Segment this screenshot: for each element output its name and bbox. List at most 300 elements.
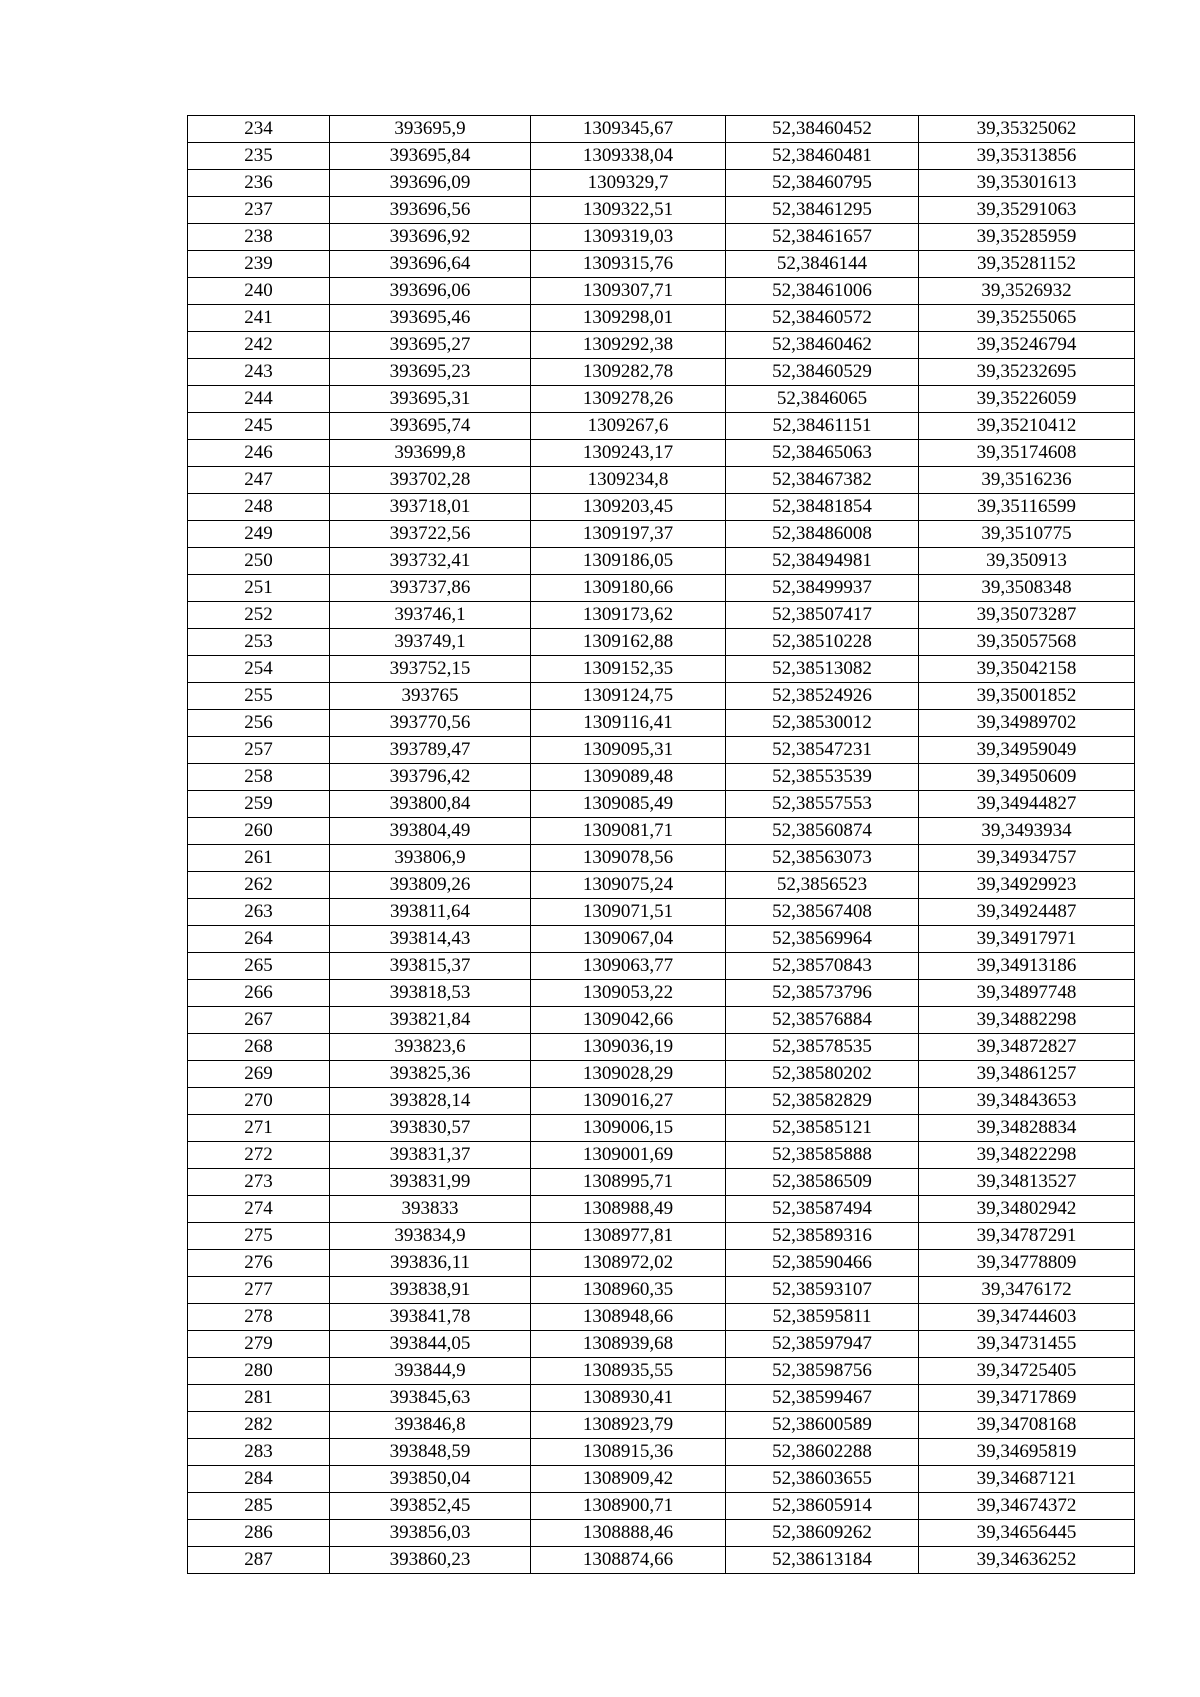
table-row — [188, 521, 1135, 548]
table-row — [188, 359, 1135, 386]
table-row — [188, 548, 1135, 575]
latitude-cell: 52,38580202 — [726, 1061, 919, 1088]
point-number-cell: 244 — [188, 386, 330, 413]
x-coordinate-cell: 393695,23 — [330, 359, 531, 386]
y-coordinate-cell: 1309016,27 — [531, 1088, 726, 1115]
y-coordinate-cell: 1308977,81 — [531, 1223, 726, 1250]
longitude-cell: 39,3516236 — [919, 467, 1135, 494]
table-row — [188, 1061, 1135, 1088]
x-coordinate-cell: 393695,74 — [330, 413, 531, 440]
longitude-cell: 39,35246794 — [919, 332, 1135, 359]
longitude-cell: 39,35301613 — [919, 170, 1135, 197]
longitude-cell: 39,35042158 — [919, 656, 1135, 683]
longitude-cell: 39,34929923 — [919, 872, 1135, 899]
point-number-cell: 284 — [188, 1466, 330, 1493]
x-coordinate-cell: 393695,31 — [330, 386, 531, 413]
latitude-cell: 52,38600589 — [726, 1412, 919, 1439]
table-row — [188, 575, 1135, 602]
y-coordinate-cell: 1308909,42 — [531, 1466, 726, 1493]
longitude-cell: 39,35281152 — [919, 251, 1135, 278]
point-number-cell: 271 — [188, 1115, 330, 1142]
latitude-cell: 52,38507417 — [726, 602, 919, 629]
y-coordinate-cell: 1309180,66 — [531, 575, 726, 602]
table-row — [188, 1547, 1135, 1574]
y-coordinate-cell: 1309001,69 — [531, 1142, 726, 1169]
y-coordinate-cell: 1308948,66 — [531, 1304, 726, 1331]
x-coordinate-cell: 393856,03 — [330, 1520, 531, 1547]
longitude-cell: 39,34822298 — [919, 1142, 1135, 1169]
table-row — [188, 332, 1135, 359]
table-row — [188, 1412, 1135, 1439]
y-coordinate-cell: 1309173,62 — [531, 602, 726, 629]
longitude-cell: 39,35210412 — [919, 413, 1135, 440]
point-number-cell: 257 — [188, 737, 330, 764]
longitude-cell: 39,34959049 — [919, 737, 1135, 764]
latitude-cell: 52,38460481 — [726, 143, 919, 170]
latitude-cell: 52,38460452 — [726, 116, 919, 143]
latitude-cell: 52,38609262 — [726, 1520, 919, 1547]
latitude-cell: 52,38510228 — [726, 629, 919, 656]
latitude-cell: 52,38599467 — [726, 1385, 919, 1412]
point-number-cell: 277 — [188, 1277, 330, 1304]
latitude-cell: 52,38461295 — [726, 197, 919, 224]
latitude-cell: 52,3846065 — [726, 386, 919, 413]
y-coordinate-cell: 1308988,49 — [531, 1196, 726, 1223]
longitude-cell: 39,34656445 — [919, 1520, 1135, 1547]
latitude-cell: 52,38585888 — [726, 1142, 919, 1169]
table-row — [188, 1439, 1135, 1466]
y-coordinate-cell: 1309338,04 — [531, 143, 726, 170]
latitude-cell: 52,38578535 — [726, 1034, 919, 1061]
point-number-cell: 255 — [188, 683, 330, 710]
point-number-cell: 276 — [188, 1250, 330, 1277]
point-number-cell: 240 — [188, 278, 330, 305]
longitude-cell: 39,35313856 — [919, 143, 1135, 170]
latitude-cell: 52,38589316 — [726, 1223, 919, 1250]
table-row — [188, 386, 1135, 413]
x-coordinate-cell: 393818,53 — [330, 980, 531, 1007]
point-number-cell: 236 — [188, 170, 330, 197]
point-number-cell: 285 — [188, 1493, 330, 1520]
table-row — [188, 656, 1135, 683]
latitude-cell: 52,38613184 — [726, 1547, 919, 1574]
y-coordinate-cell: 1309278,26 — [531, 386, 726, 413]
longitude-cell: 39,35116599 — [919, 494, 1135, 521]
y-coordinate-cell: 1309006,15 — [531, 1115, 726, 1142]
table-row — [188, 1520, 1135, 1547]
point-number-cell: 250 — [188, 548, 330, 575]
point-number-cell: 261 — [188, 845, 330, 872]
x-coordinate-cell: 393789,47 — [330, 737, 531, 764]
x-coordinate-cell: 393815,37 — [330, 953, 531, 980]
point-number-cell: 245 — [188, 413, 330, 440]
longitude-cell: 39,34787291 — [919, 1223, 1135, 1250]
y-coordinate-cell: 1309319,03 — [531, 224, 726, 251]
y-coordinate-cell: 1309152,35 — [531, 656, 726, 683]
table-row — [188, 494, 1135, 521]
x-coordinate-cell: 393702,28 — [330, 467, 531, 494]
point-number-cell: 243 — [188, 359, 330, 386]
latitude-cell: 52,38597947 — [726, 1331, 919, 1358]
table-row — [188, 683, 1135, 710]
x-coordinate-cell: 393695,46 — [330, 305, 531, 332]
y-coordinate-cell: 1309162,88 — [531, 629, 726, 656]
x-coordinate-cell: 393838,91 — [330, 1277, 531, 1304]
table-row — [188, 278, 1135, 305]
x-coordinate-cell: 393696,92 — [330, 224, 531, 251]
y-coordinate-cell: 1309071,51 — [531, 899, 726, 926]
y-coordinate-cell: 1309053,22 — [531, 980, 726, 1007]
x-coordinate-cell: 393831,99 — [330, 1169, 531, 1196]
table-row — [188, 926, 1135, 953]
coordinates-table-body — [188, 116, 1135, 1574]
longitude-cell: 39,3526932 — [919, 278, 1135, 305]
y-coordinate-cell: 1308930,41 — [531, 1385, 726, 1412]
latitude-cell: 52,38461006 — [726, 278, 919, 305]
point-number-cell: 267 — [188, 1007, 330, 1034]
x-coordinate-cell: 393752,15 — [330, 656, 531, 683]
latitude-cell: 52,38553539 — [726, 764, 919, 791]
latitude-cell: 52,38499937 — [726, 575, 919, 602]
y-coordinate-cell: 1308915,36 — [531, 1439, 726, 1466]
y-coordinate-cell: 1309197,37 — [531, 521, 726, 548]
point-number-cell: 281 — [188, 1385, 330, 1412]
latitude-cell: 52,38587494 — [726, 1196, 919, 1223]
y-coordinate-cell: 1309089,48 — [531, 764, 726, 791]
latitude-cell: 52,38586509 — [726, 1169, 919, 1196]
latitude-cell: 52,38603655 — [726, 1466, 919, 1493]
longitude-cell: 39,34944827 — [919, 791, 1135, 818]
latitude-cell: 52,38563073 — [726, 845, 919, 872]
x-coordinate-cell: 393765 — [330, 683, 531, 710]
latitude-cell: 52,38481854 — [726, 494, 919, 521]
y-coordinate-cell: 1309036,19 — [531, 1034, 726, 1061]
x-coordinate-cell: 393809,26 — [330, 872, 531, 899]
x-coordinate-cell: 393850,04 — [330, 1466, 531, 1493]
y-coordinate-cell: 1309067,04 — [531, 926, 726, 953]
point-number-cell: 262 — [188, 872, 330, 899]
latitude-cell: 52,38573796 — [726, 980, 919, 1007]
point-number-cell: 251 — [188, 575, 330, 602]
y-coordinate-cell: 1309322,51 — [531, 197, 726, 224]
y-coordinate-cell: 1309063,77 — [531, 953, 726, 980]
point-number-cell: 254 — [188, 656, 330, 683]
longitude-cell: 39,3476172 — [919, 1277, 1135, 1304]
longitude-cell: 39,34744603 — [919, 1304, 1135, 1331]
longitude-cell: 39,35226059 — [919, 386, 1135, 413]
latitude-cell: 52,38460529 — [726, 359, 919, 386]
x-coordinate-cell: 393823,6 — [330, 1034, 531, 1061]
table-row — [188, 953, 1135, 980]
latitude-cell: 52,38465063 — [726, 440, 919, 467]
longitude-cell: 39,3510775 — [919, 521, 1135, 548]
point-number-cell: 263 — [188, 899, 330, 926]
x-coordinate-cell: 393696,09 — [330, 170, 531, 197]
y-coordinate-cell: 1309298,01 — [531, 305, 726, 332]
table-row — [188, 1196, 1135, 1223]
latitude-cell: 52,38582829 — [726, 1088, 919, 1115]
table-row — [188, 1142, 1135, 1169]
latitude-cell: 52,38570843 — [726, 953, 919, 980]
point-number-cell: 235 — [188, 143, 330, 170]
latitude-cell: 52,38486008 — [726, 521, 919, 548]
table-row — [188, 602, 1135, 629]
x-coordinate-cell: 393796,42 — [330, 764, 531, 791]
latitude-cell: 52,38576884 — [726, 1007, 919, 1034]
longitude-cell: 39,34778809 — [919, 1250, 1135, 1277]
point-number-cell: 269 — [188, 1061, 330, 1088]
point-number-cell: 252 — [188, 602, 330, 629]
y-coordinate-cell: 1309186,05 — [531, 548, 726, 575]
table-row — [188, 1115, 1135, 1142]
table-row — [188, 629, 1135, 656]
y-coordinate-cell: 1309329,7 — [531, 170, 726, 197]
point-number-cell: 239 — [188, 251, 330, 278]
y-coordinate-cell: 1309075,24 — [531, 872, 726, 899]
point-number-cell: 247 — [188, 467, 330, 494]
x-coordinate-cell: 393814,43 — [330, 926, 531, 953]
table-row — [188, 845, 1135, 872]
x-coordinate-cell: 393860,23 — [330, 1547, 531, 1574]
y-coordinate-cell: 1309124,75 — [531, 683, 726, 710]
table-row — [188, 1250, 1135, 1277]
y-coordinate-cell: 1308939,68 — [531, 1331, 726, 1358]
table-row — [188, 980, 1135, 1007]
x-coordinate-cell: 393696,56 — [330, 197, 531, 224]
y-coordinate-cell: 1309042,66 — [531, 1007, 726, 1034]
latitude-cell: 52,38524926 — [726, 683, 919, 710]
longitude-cell: 39,34695819 — [919, 1439, 1135, 1466]
x-coordinate-cell: 393836,11 — [330, 1250, 531, 1277]
table-row — [188, 1493, 1135, 1520]
y-coordinate-cell: 1309081,71 — [531, 818, 726, 845]
y-coordinate-cell: 1309315,76 — [531, 251, 726, 278]
table-row — [188, 1007, 1135, 1034]
longitude-cell: 39,35325062 — [919, 116, 1135, 143]
x-coordinate-cell: 393770,56 — [330, 710, 531, 737]
y-coordinate-cell: 1309095,31 — [531, 737, 726, 764]
y-coordinate-cell: 1309345,67 — [531, 116, 726, 143]
point-number-cell: 246 — [188, 440, 330, 467]
table-row — [188, 818, 1135, 845]
x-coordinate-cell: 393695,84 — [330, 143, 531, 170]
point-number-cell: 266 — [188, 980, 330, 1007]
longitude-cell: 39,35073287 — [919, 602, 1135, 629]
x-coordinate-cell: 393852,45 — [330, 1493, 531, 1520]
y-coordinate-cell: 1309307,71 — [531, 278, 726, 305]
table-row — [188, 440, 1135, 467]
latitude-cell: 52,38605914 — [726, 1493, 919, 1520]
table-row — [188, 251, 1135, 278]
table-row — [188, 1358, 1135, 1385]
longitude-cell: 39,34717869 — [919, 1385, 1135, 1412]
point-number-cell: 279 — [188, 1331, 330, 1358]
point-number-cell: 256 — [188, 710, 330, 737]
table-row — [188, 116, 1135, 143]
latitude-cell: 52,38602288 — [726, 1439, 919, 1466]
x-coordinate-cell: 393830,57 — [330, 1115, 531, 1142]
table-row — [188, 467, 1135, 494]
y-coordinate-cell: 1308995,71 — [531, 1169, 726, 1196]
point-number-cell: 273 — [188, 1169, 330, 1196]
x-coordinate-cell: 393846,8 — [330, 1412, 531, 1439]
x-coordinate-cell: 393699,8 — [330, 440, 531, 467]
y-coordinate-cell: 1308972,02 — [531, 1250, 726, 1277]
point-number-cell: 264 — [188, 926, 330, 953]
longitude-cell: 39,34882298 — [919, 1007, 1135, 1034]
coordinates-table — [187, 115, 1135, 1574]
point-number-cell: 249 — [188, 521, 330, 548]
longitude-cell: 39,34813527 — [919, 1169, 1135, 1196]
point-number-cell: 268 — [188, 1034, 330, 1061]
longitude-cell: 39,34872827 — [919, 1034, 1135, 1061]
y-coordinate-cell: 1309028,29 — [531, 1061, 726, 1088]
y-coordinate-cell: 1308900,71 — [531, 1493, 726, 1520]
latitude-cell: 52,3846144 — [726, 251, 919, 278]
latitude-cell: 52,38530012 — [726, 710, 919, 737]
table-row — [188, 872, 1135, 899]
x-coordinate-cell: 393848,59 — [330, 1439, 531, 1466]
table-row — [188, 197, 1135, 224]
longitude-cell: 39,35057568 — [919, 629, 1135, 656]
latitude-cell: 52,38560874 — [726, 818, 919, 845]
x-coordinate-cell: 393804,49 — [330, 818, 531, 845]
y-coordinate-cell: 1309243,17 — [531, 440, 726, 467]
table-row — [188, 1304, 1135, 1331]
point-number-cell: 253 — [188, 629, 330, 656]
point-number-cell: 265 — [188, 953, 330, 980]
longitude-cell: 39,34989702 — [919, 710, 1135, 737]
table-row — [188, 764, 1135, 791]
longitude-cell: 39,35291063 — [919, 197, 1135, 224]
longitude-cell: 39,35255065 — [919, 305, 1135, 332]
table-row — [188, 737, 1135, 764]
y-coordinate-cell: 1309292,38 — [531, 332, 726, 359]
y-coordinate-cell: 1308923,79 — [531, 1412, 726, 1439]
point-number-cell: 260 — [188, 818, 330, 845]
latitude-cell: 52,38513082 — [726, 656, 919, 683]
longitude-cell: 39,34913186 — [919, 953, 1135, 980]
x-coordinate-cell: 393844,05 — [330, 1331, 531, 1358]
longitude-cell: 39,34708168 — [919, 1412, 1135, 1439]
point-number-cell: 272 — [188, 1142, 330, 1169]
x-coordinate-cell: 393828,14 — [330, 1088, 531, 1115]
point-number-cell: 270 — [188, 1088, 330, 1115]
longitude-cell: 39,35001852 — [919, 683, 1135, 710]
longitude-cell: 39,34934757 — [919, 845, 1135, 872]
y-coordinate-cell: 1309078,56 — [531, 845, 726, 872]
latitude-cell: 52,38494981 — [726, 548, 919, 575]
longitude-cell: 39,34725405 — [919, 1358, 1135, 1385]
latitude-cell: 52,38461657 — [726, 224, 919, 251]
x-coordinate-cell: 393811,64 — [330, 899, 531, 926]
point-number-cell: 274 — [188, 1196, 330, 1223]
longitude-cell: 39,34897748 — [919, 980, 1135, 1007]
y-coordinate-cell: 1308874,66 — [531, 1547, 726, 1574]
point-number-cell: 286 — [188, 1520, 330, 1547]
y-coordinate-cell: 1308888,46 — [531, 1520, 726, 1547]
table-row — [188, 224, 1135, 251]
latitude-cell: 52,38590466 — [726, 1250, 919, 1277]
table-row — [188, 1385, 1135, 1412]
longitude-cell: 39,34674372 — [919, 1493, 1135, 1520]
latitude-cell: 52,38595811 — [726, 1304, 919, 1331]
latitude-cell: 52,38461151 — [726, 413, 919, 440]
point-number-cell: 237 — [188, 197, 330, 224]
longitude-cell: 39,35174608 — [919, 440, 1135, 467]
point-number-cell: 259 — [188, 791, 330, 818]
point-number-cell: 242 — [188, 332, 330, 359]
longitude-cell: 39,34828834 — [919, 1115, 1135, 1142]
latitude-cell: 52,38460572 — [726, 305, 919, 332]
longitude-cell: 39,34924487 — [919, 899, 1135, 926]
y-coordinate-cell: 1309282,78 — [531, 359, 726, 386]
y-coordinate-cell: 1309203,45 — [531, 494, 726, 521]
point-number-cell: 283 — [188, 1439, 330, 1466]
x-coordinate-cell: 393834,9 — [330, 1223, 531, 1250]
x-coordinate-cell: 393825,36 — [330, 1061, 531, 1088]
x-coordinate-cell: 393831,37 — [330, 1142, 531, 1169]
point-number-cell: 282 — [188, 1412, 330, 1439]
table-row — [188, 1034, 1135, 1061]
table-row — [188, 413, 1135, 440]
x-coordinate-cell: 393722,56 — [330, 521, 531, 548]
longitude-cell: 39,3493934 — [919, 818, 1135, 845]
point-number-cell: 280 — [188, 1358, 330, 1385]
x-coordinate-cell: 393695,9 — [330, 116, 531, 143]
longitude-cell: 39,34687121 — [919, 1466, 1135, 1493]
longitude-cell: 39,34802942 — [919, 1196, 1135, 1223]
longitude-cell: 39,34843653 — [919, 1088, 1135, 1115]
longitude-cell: 39,35285959 — [919, 224, 1135, 251]
latitude-cell: 52,38547231 — [726, 737, 919, 764]
table-row — [188, 1277, 1135, 1304]
x-coordinate-cell: 393749,1 — [330, 629, 531, 656]
longitude-cell: 39,34636252 — [919, 1547, 1135, 1574]
point-number-cell: 275 — [188, 1223, 330, 1250]
table-row — [188, 143, 1135, 170]
longitude-cell: 39,34731455 — [919, 1331, 1135, 1358]
x-coordinate-cell: 393844,9 — [330, 1358, 531, 1385]
point-number-cell: 238 — [188, 224, 330, 251]
latitude-cell: 52,38598756 — [726, 1358, 919, 1385]
x-coordinate-cell: 393737,86 — [330, 575, 531, 602]
latitude-cell: 52,38460795 — [726, 170, 919, 197]
longitude-cell: 39,34950609 — [919, 764, 1135, 791]
x-coordinate-cell: 393841,78 — [330, 1304, 531, 1331]
x-coordinate-cell: 393845,63 — [330, 1385, 531, 1412]
y-coordinate-cell: 1309085,49 — [531, 791, 726, 818]
y-coordinate-cell: 1309116,41 — [531, 710, 726, 737]
x-coordinate-cell: 393746,1 — [330, 602, 531, 629]
table-row — [188, 791, 1135, 818]
table-row — [188, 305, 1135, 332]
point-number-cell: 241 — [188, 305, 330, 332]
x-coordinate-cell: 393718,01 — [330, 494, 531, 521]
table-row — [188, 1331, 1135, 1358]
table-row — [188, 899, 1135, 926]
latitude-cell: 52,38467382 — [726, 467, 919, 494]
x-coordinate-cell: 393696,64 — [330, 251, 531, 278]
longitude-cell: 39,34917971 — [919, 926, 1135, 953]
table-row — [188, 170, 1135, 197]
point-number-cell: 248 — [188, 494, 330, 521]
latitude-cell: 52,38569964 — [726, 926, 919, 953]
table-row — [188, 1223, 1135, 1250]
latitude-cell: 52,38585121 — [726, 1115, 919, 1142]
table-row — [188, 1088, 1135, 1115]
latitude-cell: 52,38593107 — [726, 1277, 919, 1304]
